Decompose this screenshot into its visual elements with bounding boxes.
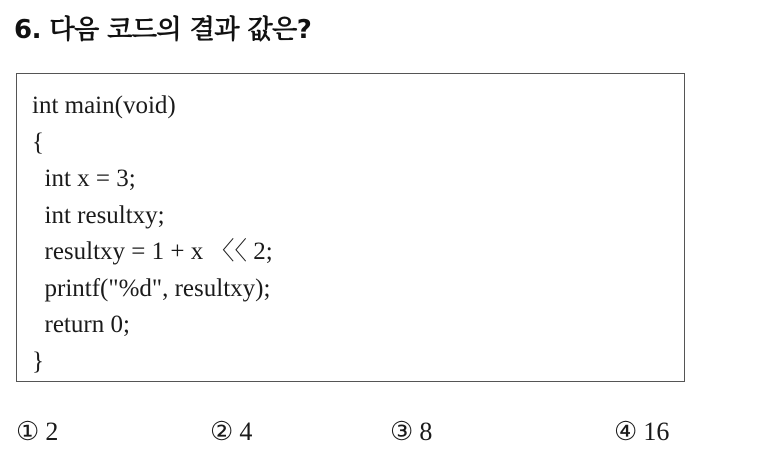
answer-choice-1[interactable] — [16, 412, 58, 452]
code-line: return 0; — [32, 311, 130, 338]
answer-choice-3[interactable] — [390, 412, 432, 452]
code-line: { — [32, 128, 44, 156]
choice-marker: ③ — [390, 417, 414, 446]
code-line: resultxy = 1 + x 〈〈 2; — [32, 238, 273, 265]
code-listing — [32, 88, 273, 380]
code-line: printf("%d", resultxy); — [32, 274, 271, 302]
choice-marker: ④ — [614, 417, 638, 446]
choice-marker: ② — [210, 417, 234, 446]
code-line: int resultxy; — [32, 201, 165, 229]
code-line: } — [32, 347, 44, 375]
choice-value: 4 — [239, 417, 253, 446]
code-box — [16, 73, 685, 382]
choice-marker: ① — [16, 417, 40, 446]
answer-choices — [0, 412, 776, 452]
choice-value: 2 — [45, 417, 59, 446]
code-line: int x = 3; — [32, 165, 136, 192]
code-line: int main(void) — [32, 92, 176, 119]
choice-value: 8 — [419, 417, 433, 446]
question-title: 6. 다음 코드의 결과 값은? — [14, 15, 312, 45]
answer-choice-2[interactable] — [210, 412, 252, 452]
answer-choice-4[interactable] — [614, 412, 669, 452]
choice-value: 16 — [643, 417, 670, 446]
